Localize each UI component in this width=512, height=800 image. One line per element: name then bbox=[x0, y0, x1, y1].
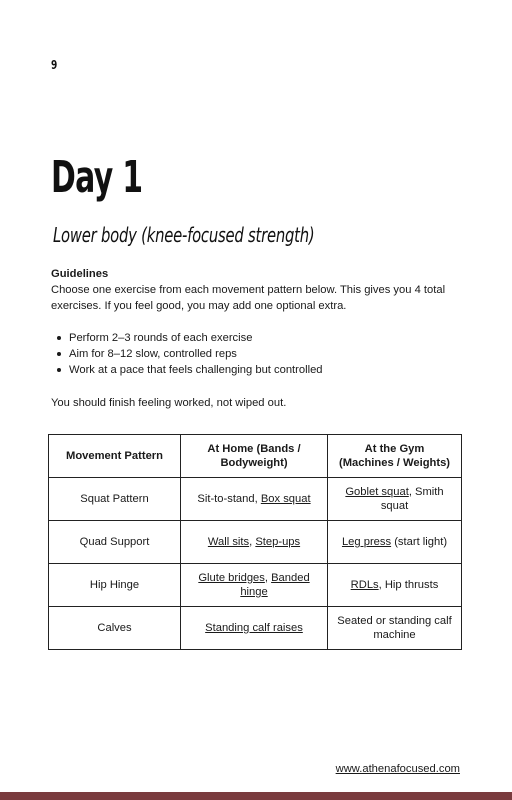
exercise-link[interactable]: Box squat bbox=[260, 492, 311, 505]
exercise-link[interactable]: Step-ups bbox=[255, 535, 301, 548]
exercise-text: , bbox=[264, 571, 272, 584]
guidelines-intro: Choose one exercise from each movement pattern below. This gives you 4 total exercises. If you feel good, you may add one optional extra. bbox=[51, 284, 446, 312]
page-subtitle: Lower body (knee-focused strength) bbox=[53, 223, 315, 247]
list-item: Perform 2–3 rounds of each exercise bbox=[51, 330, 323, 346]
table-row bbox=[49, 607, 462, 650]
table-body bbox=[49, 478, 462, 650]
exercise-table bbox=[48, 434, 462, 650]
gym-exercise-cell bbox=[328, 521, 462, 564]
exercise-text: , Hip thrusts bbox=[378, 578, 439, 591]
footer-bar bbox=[0, 792, 512, 800]
exercise-text: , bbox=[249, 535, 256, 548]
gym-exercise-cell bbox=[328, 478, 462, 521]
exercise-link[interactable]: Wall sits bbox=[207, 535, 250, 548]
table-row bbox=[49, 564, 462, 607]
guidelines-heading: Guidelines bbox=[51, 268, 109, 280]
movement-pattern-cell: Quad Support bbox=[49, 521, 181, 564]
movement-pattern-cell: Squat Pattern bbox=[49, 478, 181, 521]
gym-exercise-cell bbox=[328, 564, 462, 607]
exercise-link[interactable]: Banded hinge bbox=[240, 571, 310, 598]
exercise-link[interactable]: Standing calf raises bbox=[205, 621, 303, 634]
list-item: Aim for 8–12 slow, controlled reps bbox=[51, 346, 323, 362]
list-item: Work at a pace that feels challenging but controlled bbox=[51, 362, 323, 378]
exercise-text: Sit-to-stand bbox=[197, 492, 255, 505]
table-row bbox=[49, 521, 462, 564]
home-exercise-cell bbox=[181, 478, 328, 521]
home-exercise-cell bbox=[181, 521, 328, 564]
column-header-pattern: Movement Pattern bbox=[49, 435, 181, 478]
exercise-link[interactable]: Leg press bbox=[341, 535, 392, 548]
table-row bbox=[49, 478, 462, 521]
page-title: Day 1 bbox=[51, 152, 143, 203]
movement-pattern-cell: Hip Hinge bbox=[49, 564, 181, 607]
exercise-text: (start light) bbox=[391, 535, 448, 548]
gym-exercise-cell bbox=[328, 607, 462, 650]
exercise-text: Seated or standing calf machine bbox=[337, 614, 452, 641]
website-link[interactable]: www.athenafocused.com bbox=[335, 763, 460, 775]
movement-pattern-cell: Calves bbox=[49, 607, 181, 650]
guidelines-closing: You should finish feeling worked, not wiped out. bbox=[51, 397, 287, 409]
exercise-text: , bbox=[254, 492, 261, 505]
exercise-text: , Smith squat bbox=[380, 485, 444, 512]
guidelines-list bbox=[51, 330, 323, 378]
table-header-row bbox=[49, 435, 462, 478]
exercise-link[interactable]: Glute bridges bbox=[198, 571, 265, 584]
home-exercise-cell bbox=[181, 564, 328, 607]
column-header-home: At Home (Bands / Bodyweight) bbox=[181, 435, 328, 478]
exercise-link[interactable]: Goblet squat bbox=[345, 485, 409, 498]
home-exercise-cell bbox=[181, 607, 328, 650]
column-header-gym: At the Gym (Machines / Weights) bbox=[328, 435, 462, 478]
page-number: 9 bbox=[51, 58, 58, 72]
exercise-link[interactable]: RDLs bbox=[350, 578, 379, 591]
